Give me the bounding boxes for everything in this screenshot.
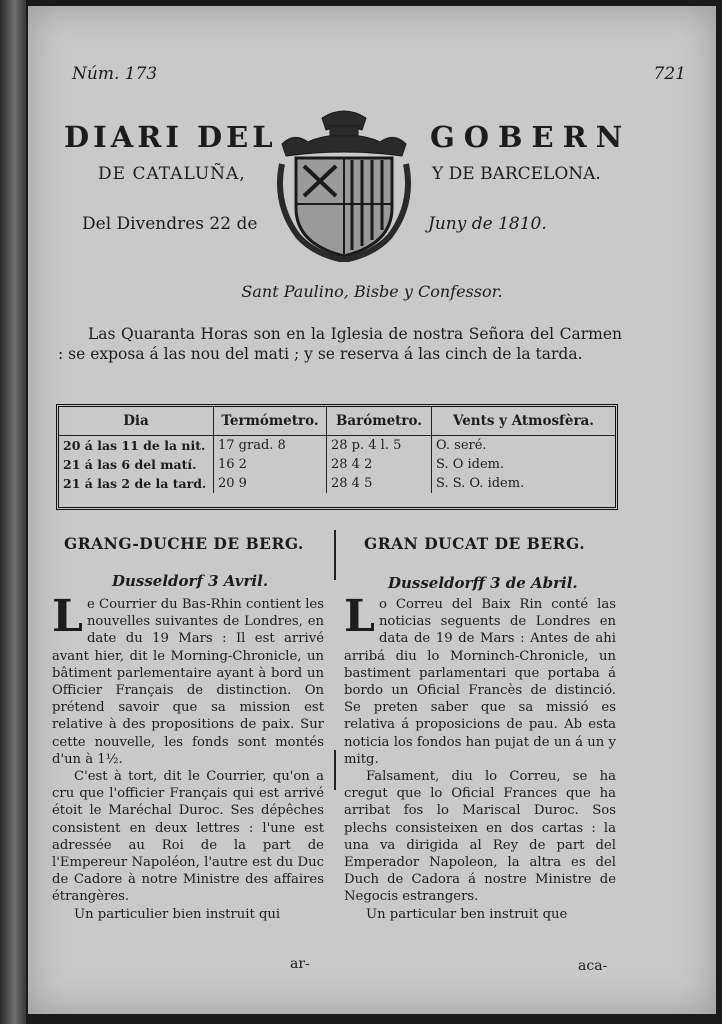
weather-baro: 28 4 5 (327, 474, 432, 493)
right-column-body (344, 591, 616, 923)
column-divider (334, 750, 336, 790)
masthead-subtitle-left: DE CATALUÑA, (98, 164, 246, 184)
weather-baro: 28 p. 4 l. 5 (327, 436, 432, 456)
table-row (59, 474, 615, 493)
masthead-title-left: DIARI DEL (64, 120, 277, 154)
column-divider (334, 530, 336, 580)
left-column-dateline: Dusseldorf 3 Avril. (112, 572, 269, 590)
right-catchword: aca- (578, 958, 608, 974)
weather-winds: S. S. O. idem. (436, 476, 525, 491)
article-paragraph: Falsament, diu lo Correu, se ha cregut que lo Oficial Frances que ha arribat fos lo Mariscal Duroc. Sos plechs consisteixen en dos cartas : la una va dirigida al Rey de part del Emperador Napoleon, la altra es del Duch de Cadora á nostre Ministre de Negocis estrangers. (344, 769, 616, 905)
masthead-title-right: GOBERN (430, 120, 632, 154)
weather-temp: 17 grad. 8 (214, 436, 327, 456)
issue-number: Núm. 173 (72, 64, 158, 84)
paragraph-text: o Correu del Baix Rin conté las noticias seguents de Londres en data de 19 de Mars : Antes de ahi arribá diu lo Morninch-Chronicle, un bastiment parlamentari que portaba á bordo un Oficial Francès de distinció. Se preten saber que sa missió es relativa á proposicions de pau. Ab esta noticia los fondos han pujat de un á un y mitg. (344, 597, 616, 767)
weather-temp: 20 9 (214, 474, 327, 493)
masthead-subtitle-right: Y DE BARCELONA. (432, 164, 601, 184)
article-paragraph: C'est à tort, dit le Courrier, qu'on a cru que l'officier Français qui est arrivé étoit le Maréchal Duroc. Ses dépêches consistent en deux lettres : l'une est adressée au Roi de la part de l'Empereur Napoléon, l'autre est du Duc de Cadore à notre Ministre des affaires étrangères. (52, 769, 324, 905)
weather-day: 21 á las 2 de la tard. (59, 474, 214, 493)
coat-of-arms-icon (274, 104, 414, 262)
weather-baro: 28 4 2 (327, 455, 432, 474)
table-row (59, 436, 615, 456)
weather-day: 21 á las 6 del matí. (59, 455, 214, 474)
article-paragraph: Un particulier bien instruit qui (74, 906, 281, 922)
drop-cap: L (52, 591, 83, 642)
paragraph-text: e Courrier du Bas-Rhin contient les nouvelles suivantes de Londres, en date du 19 Mars : Il est arrivé avant hier, dit le Morning-Chronicle, un bâtiment parlementaire ayant à bord un Officier Français de distinction. On prétend savoir que sa mission est relative à des propositions de paix. Sur cette nouvelle, les fonds sont montés d'un à 1½. (52, 597, 324, 767)
quaranta-horas-notice: Las Quaranta Horas son en la Iglesia de nostra Señora del Carmen : se exposa á las nou del mati ; y se reserva á las cinch de la tarda. (58, 325, 622, 363)
article-paragraph (344, 591, 616, 768)
weather-header-winds: Vents y Atmosfèra. (432, 407, 616, 436)
newspaper-page (28, 6, 716, 1014)
weather-header-thermometer: Termómetro. (214, 407, 327, 436)
weather-winds: S. O idem. (436, 457, 505, 472)
weather-header-barometer: Barómetro. (327, 407, 432, 436)
saint-of-day: Sant Paulino, Bisbe y Confessor. (241, 282, 503, 301)
weather-winds: O. seré. (436, 438, 487, 453)
article-paragraph: Un particular ben instruit que (366, 906, 568, 922)
weather-day: 20 á las 11 de la nit. (59, 436, 214, 456)
right-column-dateline: Dusseldorff 3 de Abril. (388, 574, 578, 592)
left-column-body (52, 591, 324, 923)
previous-page-edge (0, 0, 26, 1024)
right-column-heading: GRAN DUCAT DE BERG. (364, 534, 586, 553)
drop-cap: L (344, 591, 375, 642)
table-row (59, 455, 615, 474)
page-number: 721 (653, 64, 686, 84)
left-column-heading: GRANG-DUCHE DE BERG. (64, 534, 304, 553)
date-right: Juny de 1810. (428, 214, 547, 234)
weather-table (56, 404, 618, 510)
weather-temp: 16 2 (214, 455, 327, 474)
weather-header-day: Dia (59, 407, 214, 436)
date-left: Del Divendres 22 de (82, 214, 258, 234)
left-catchword: ar- (290, 956, 310, 972)
article-paragraph (52, 591, 324, 768)
weather-header-row (59, 407, 615, 436)
